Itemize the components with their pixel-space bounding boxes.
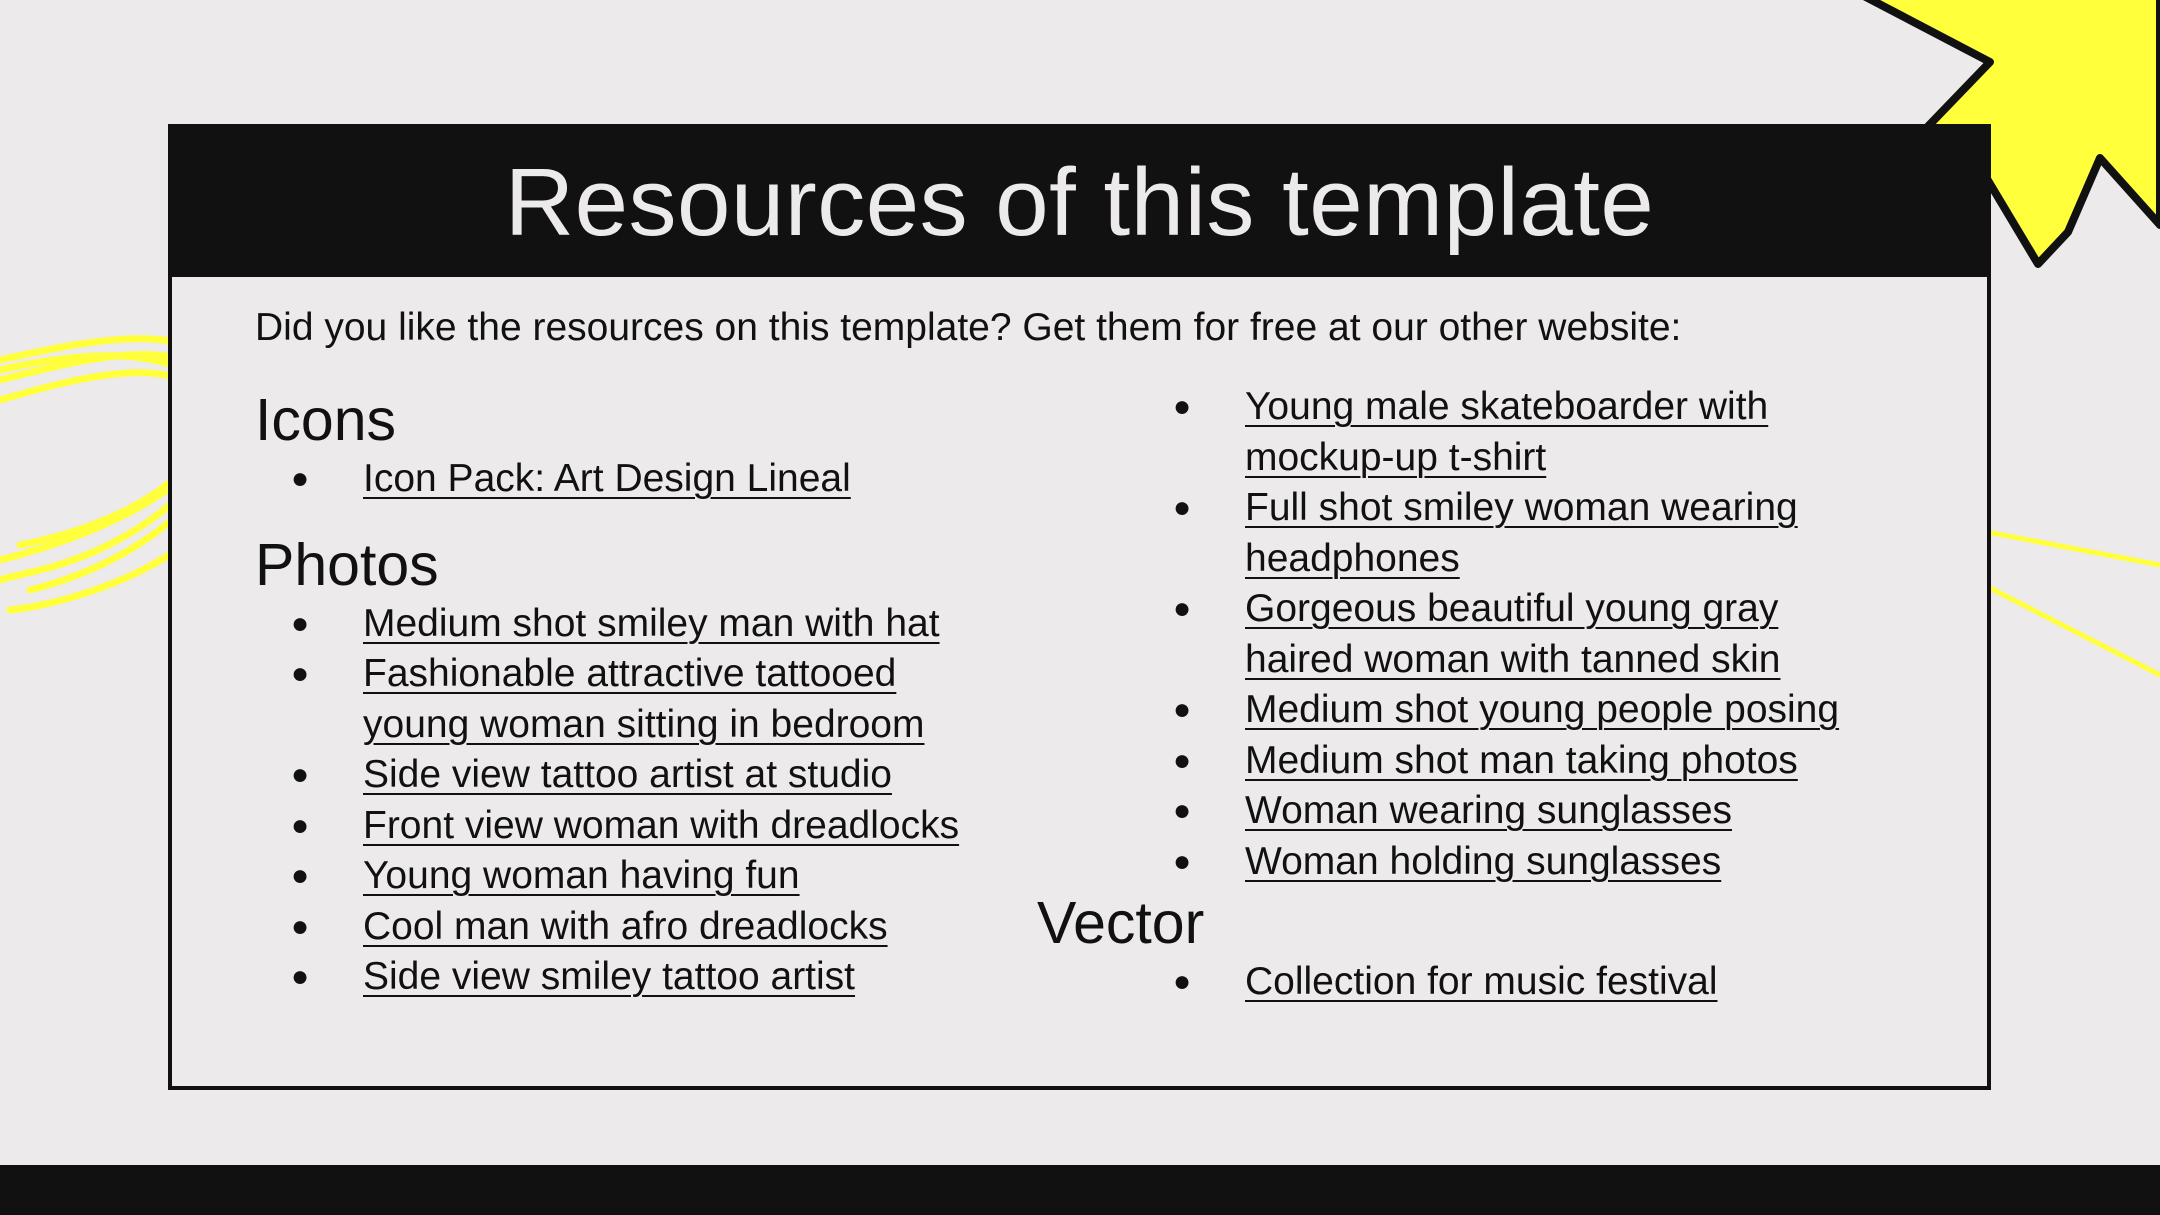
resource-link[interactable]: Woman wearing sunglasses — [1245, 789, 1733, 832]
list-item — [255, 902, 1075, 953]
footer-bar — [0, 1165, 2160, 1215]
page-title: Resources of this template — [504, 148, 1655, 256]
resource-link[interactable]: Side view smiley tattoo artist — [363, 955, 856, 998]
resource-link[interactable]: Woman holding sunglasses — [1245, 839, 1722, 883]
list-item — [1137, 584, 1957, 685]
resources-card — [168, 124, 1991, 1090]
resource-link[interactable]: Full shot smiley woman wearing headphones — [1245, 486, 1798, 580]
resource-link[interactable]: Gorgeous beautiful young gray haired woman with tanned skin — [1245, 587, 1781, 681]
list-item — [255, 599, 1075, 650]
icons-heading: Icons — [255, 387, 397, 453]
bullet: ● — [1173, 965, 1192, 998]
photos-list-left — [255, 599, 1075, 1003]
list-item — [1137, 786, 1957, 837]
bullet: ● — [1173, 491, 1192, 524]
list-item — [255, 454, 1075, 505]
bullet: ● — [291, 462, 310, 495]
list-item — [1137, 736, 1957, 787]
bullet: ● — [291, 909, 310, 943]
photos-list-right — [1137, 382, 1957, 887]
icons-list — [255, 454, 1075, 505]
bullet: ● — [1173, 794, 1192, 827]
resource-link[interactable]: Medium shot young people posing — [1245, 688, 1840, 731]
list-item — [255, 750, 1075, 801]
bullet: ● — [1173, 390, 1192, 423]
list-item — [255, 649, 1075, 750]
list-item — [1137, 685, 1957, 736]
resource-link[interactable]: Icon Pack: Art Design Lineal — [363, 457, 851, 500]
resource-link[interactable]: Cool man with afro dreadlocks — [363, 904, 888, 948]
list-item — [255, 851, 1075, 902]
intro-text: Did you like the resources on this template? Get them for free at our other website: — [255, 306, 1682, 349]
bullet: ● — [291, 808, 310, 842]
resource-link[interactable]: Side view tattoo artist at studio — [363, 753, 892, 796]
bullet: ● — [291, 657, 310, 690]
bullet: ● — [1173, 592, 1192, 625]
list-item — [1137, 382, 1957, 483]
resource-link[interactable]: Fashionable attractive tattooed young woman sitting in bedroom — [363, 652, 925, 746]
list-item — [255, 952, 1075, 1003]
bullet: ● — [1173, 844, 1192, 878]
photos-heading: Photos — [255, 531, 439, 598]
right-column — [1037, 382, 1957, 1008]
bullet: ● — [291, 758, 310, 791]
list-item — [1137, 957, 1957, 1008]
resource-link[interactable]: Medium shot man taking photos — [1245, 738, 1798, 782]
bullet: ● — [291, 859, 310, 892]
bullet: ● — [1173, 743, 1192, 777]
card-header — [172, 128, 1987, 277]
resource-link[interactable]: Young woman having fun — [363, 854, 800, 897]
resource-link[interactable]: Young male skateboarder with mockup-up t-shirt — [1245, 385, 1769, 479]
bullet: ● — [1173, 693, 1192, 726]
vector-heading: Vector — [1037, 890, 1205, 956]
bullet: ● — [291, 606, 310, 640]
resource-link[interactable]: Medium shot smiley man with hat — [363, 601, 940, 645]
left-column — [255, 386, 1075, 1003]
resource-link[interactable]: Front view woman with dreadlocks — [363, 803, 960, 847]
list-item — [1137, 837, 1957, 888]
vector-list — [1137, 957, 1957, 1008]
list-item — [255, 801, 1075, 852]
list-item — [1137, 483, 1957, 584]
bullet: ● — [291, 960, 310, 993]
resource-link[interactable]: Collection for music festival — [1245, 960, 1718, 1003]
